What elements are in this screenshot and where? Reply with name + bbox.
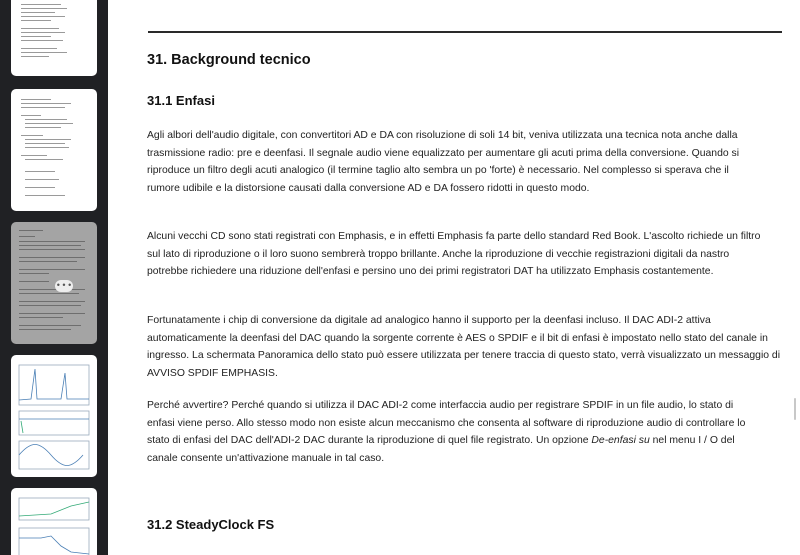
menu-option-name: De-enfasi su (591, 435, 650, 446)
subsection-title: 31.2 SteadyClock FS (147, 517, 275, 532)
scrollbar-thumb[interactable] (794, 398, 796, 420)
thumbnail-chart-graphic (11, 355, 97, 477)
paragraph: Fortunatamente i chip di conversione da digitale ad analogico hanno il supporto per la deenfasi incluso. Il DAC ADI-2 attiva automaticamente la deenfasi del DAC quando la sorgente corrente è AES o SPDIF e il bit di enfasi è impostato nello stato del canale in ingresso. La schermata Panoramica dello stato può essere utilizzata per tenere traccia di questo stato, verrà visualizzato un messaggio di AVVISO SPDIF EMPHASIS. (147, 315, 781, 379)
paragraph: Agli albori dell'audio digitale, con convertitori AD e DA con risoluzione di soli 14 bit, veniva utilizzata una tecnica nota anche dalla trasmissione radio: pre e deenfasi. Il segnale audio viene equalizzato per aumentare gli acuti prima della conversione. Quando si riproduce un filtro degli acuti analogico (il termine taglio alto sembra un po 'forte) è necessario. Nel complesso si sperava che il rumore udibile e la distorsione causati dalla conversione AD e DA fossero ridotti in questo modo. (147, 130, 740, 194)
page-thumbnail[interactable] (11, 89, 97, 211)
page-thumbnail[interactable] (11, 0, 97, 76)
page-thumbnail[interactable] (11, 488, 97, 555)
section-title: 31. Background tecnico (147, 52, 311, 68)
header-rule (148, 31, 782, 33)
page-thumbnail[interactable] (11, 355, 97, 477)
page-thumbnail-sidebar (0, 0, 108, 555)
subsection-title: 31.1 Enfasi (147, 93, 215, 108)
thumbnail-chart-graphic (11, 488, 97, 555)
paragraph: Alcuni vecchi CD sono stati registrati con Emphasis, e in effetti Emphasis fa parte dello standard Red Book. L'ascolto richiede un filtro sul lato di riproduzione o il loro suono sembrerà troppo brillante. Anche la riproduzione di vecchie registrazioni digitali da nastro potrebbe richiedere una riduzione dell'enfasi e persino uno dei primi registratori DAT ha utilizzato Emphasis costantemente. (147, 231, 761, 277)
paragraph: Perché avvertire? Perché quando si utilizza il DAC ADI-2 come interfaccia audio per registrare SPDIF in un file audio, lo stato di enfasi viene perso. Allo stesso modo non esiste alcun meccanismo che consenta al software di riproduzione audio di controllare lo stato di enfasi del DAC dell'ADI-2 DAC durante la riproduzione di quel file registrato. Un opzione De-enfasi su nel menu I / O del canale consente un'attivazione manuale in tal caso. (147, 400, 746, 464)
page-options-icon[interactable]: • • • (56, 280, 72, 290)
page-thumbnail-selected[interactable] (11, 222, 97, 344)
